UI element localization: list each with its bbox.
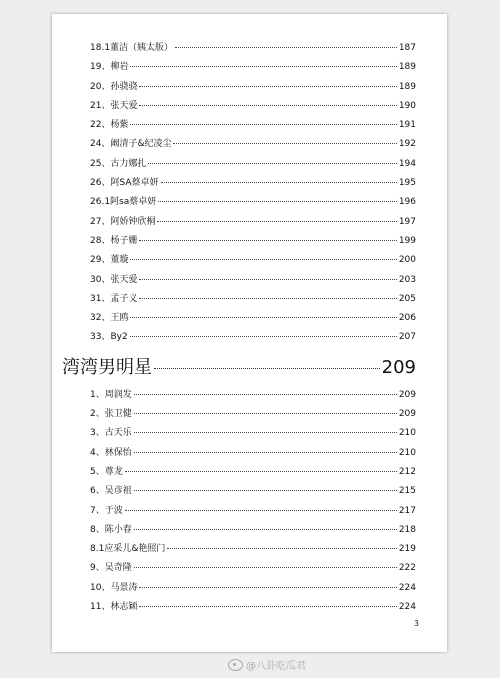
dot-leader <box>158 201 397 202</box>
watermark-text: @八卦吃瓜君 <box>246 661 306 672</box>
dot-leader <box>161 182 397 183</box>
toc-entry-label: 9、吴奇隆 <box>90 563 132 574</box>
toc-entry-label: 25、古力娜扎 <box>90 158 147 169</box>
dot-leader <box>134 432 397 433</box>
toc-entry-page: 189 <box>398 81 416 92</box>
toc-entry <box>90 59 416 78</box>
toc-entry-page: 224 <box>398 602 416 613</box>
toc-entry-label: 21、张天爱 <box>90 100 138 111</box>
toc-entry <box>90 194 416 213</box>
toc-entry-label: 24、阚清子&纪凌尘 <box>90 139 172 150</box>
toc-entry <box>90 136 416 155</box>
dot-leader <box>175 47 397 48</box>
toc-entry-page: 203 <box>398 274 416 285</box>
toc-entry-page: 196 <box>398 197 416 208</box>
toc-entry-label: 4、林保怡 <box>90 447 132 458</box>
toc-entry-page: 189 <box>398 62 416 73</box>
dot-leader <box>134 529 397 530</box>
toc-entry-label: 22、杨紫 <box>90 120 129 131</box>
section-page-number: 209 <box>381 356 416 378</box>
toc-entry-page: 192 <box>398 139 416 150</box>
toc-entry <box>90 98 416 117</box>
toc-entry-label: 32、王鸥 <box>90 313 129 324</box>
toc-entry <box>90 425 416 444</box>
toc-entry <box>90 175 416 194</box>
dot-leader <box>154 368 380 369</box>
dot-leader <box>130 124 396 125</box>
toc-entry-page: 200 <box>398 255 416 266</box>
toc-entry-label: 18.1董洁（姨太版） <box>90 43 174 53</box>
toc-entry-page: 190 <box>398 100 416 111</box>
toc-entry <box>90 40 416 59</box>
toc-entry <box>90 503 416 522</box>
dot-leader <box>157 221 396 222</box>
weibo-icon <box>228 659 243 671</box>
dot-leader <box>139 240 396 241</box>
dot-leader <box>134 567 397 568</box>
toc-entry-page: 217 <box>398 505 416 516</box>
dot-leader <box>139 298 396 299</box>
toc-entry-label: 27、阿娇钟欣桐 <box>90 216 156 227</box>
dot-leader <box>134 413 397 414</box>
toc-entry <box>90 445 416 464</box>
toc-entry-page: 191 <box>398 120 416 131</box>
toc-entry <box>90 310 416 329</box>
toc-entry <box>90 156 416 175</box>
toc-entry-page: 224 <box>398 582 416 593</box>
dot-leader <box>130 259 396 260</box>
toc-entry-label: 29、董璇 <box>90 255 129 266</box>
toc-entry-label: 11、林志颖 <box>90 602 138 613</box>
toc-entry-page: 205 <box>398 293 416 304</box>
toc-entry <box>90 272 416 291</box>
toc-entry-label: 26.1阿sa蔡卓妍 <box>90 197 157 208</box>
dot-leader <box>173 143 396 144</box>
dot-leader <box>139 105 396 106</box>
toc-entry-page: 210 <box>398 428 416 439</box>
toc-entry <box>90 291 416 310</box>
toc-entry-page: 206 <box>398 313 416 324</box>
toc-entry-label: 7、于波 <box>90 505 123 516</box>
toc-entry <box>90 599 416 618</box>
dot-leader <box>125 471 397 472</box>
toc-entry-label: 8.1应采儿&艳照门 <box>90 544 166 555</box>
toc-entry-label: 3、古天乐 <box>90 428 132 439</box>
toc-entry-label: 33、By2 <box>90 332 128 343</box>
dot-leader <box>130 66 396 67</box>
table-of-contents <box>62 40 416 618</box>
toc-entry-label: 31、孟子义 <box>90 293 138 304</box>
dot-leader <box>139 587 396 588</box>
toc-entries-bottom <box>90 387 416 619</box>
toc-entry-page: 218 <box>398 524 416 535</box>
dot-leader <box>130 336 397 337</box>
toc-entry-label: 2、张卫健 <box>90 409 132 420</box>
toc-section-heading <box>62 349 416 387</box>
toc-entry <box>90 522 416 541</box>
toc-entry-page: 210 <box>398 447 416 458</box>
page-number: 3 <box>413 619 419 628</box>
toc-entry <box>90 387 416 406</box>
toc-entry <box>90 79 416 98</box>
toc-entry <box>90 214 416 233</box>
dot-leader <box>130 317 396 318</box>
toc-entry-page: 195 <box>398 178 416 189</box>
toc-entry-label: 1、周润发 <box>90 389 132 400</box>
toc-entry-page: 219 <box>398 544 416 555</box>
toc-entry-page: 194 <box>398 158 416 169</box>
toc-entry-page: 207 <box>398 332 416 343</box>
toc-entry-page: 199 <box>398 235 416 246</box>
toc-entry-label: 28、杨子姗 <box>90 235 138 246</box>
toc-entry-label: 30、张天爱 <box>90 274 138 285</box>
dot-leader <box>139 86 396 87</box>
toc-entry <box>90 117 416 136</box>
toc-entry-page: 212 <box>398 466 416 477</box>
dot-leader <box>139 606 396 607</box>
toc-entry <box>90 541 416 560</box>
dot-leader <box>148 163 396 164</box>
toc-entry <box>90 464 416 483</box>
toc-entry-page: 209 <box>398 389 416 400</box>
toc-entry <box>90 329 416 348</box>
dot-leader <box>134 490 397 491</box>
toc-entry <box>90 252 416 271</box>
toc-entry-page: 222 <box>398 563 416 574</box>
watermark <box>228 657 306 672</box>
toc-entry-label: 5、尊龙 <box>90 466 123 477</box>
toc-entry <box>90 406 416 425</box>
toc-entry-label: 20、孙骁骁 <box>90 81 138 92</box>
dot-leader <box>125 510 397 511</box>
toc-entry <box>90 560 416 579</box>
toc-entry-page: 209 <box>398 409 416 420</box>
toc-entry-label: 26、阿SA蔡卓妍 <box>90 178 159 189</box>
toc-entry-label: 19、柳岩 <box>90 62 129 73</box>
toc-entry <box>90 233 416 252</box>
toc-entry-page: 215 <box>398 486 416 497</box>
toc-entry <box>90 580 416 599</box>
toc-entry-label: 8、陈小春 <box>90 524 132 535</box>
toc-entry <box>90 483 416 502</box>
dot-leader <box>167 548 396 549</box>
dot-leader <box>134 394 397 395</box>
toc-entry-label: 10、马景涛 <box>90 582 138 593</box>
document-page <box>52 14 447 652</box>
dot-leader <box>139 279 396 280</box>
toc-entry-page: 197 <box>398 216 416 227</box>
toc-entry-label: 6、吴彦祖 <box>90 486 132 497</box>
toc-entries-top <box>90 40 416 349</box>
section-title: 湾湾男明星 <box>62 356 152 378</box>
toc-entry-page: 187 <box>398 43 416 53</box>
dot-leader <box>134 452 397 453</box>
